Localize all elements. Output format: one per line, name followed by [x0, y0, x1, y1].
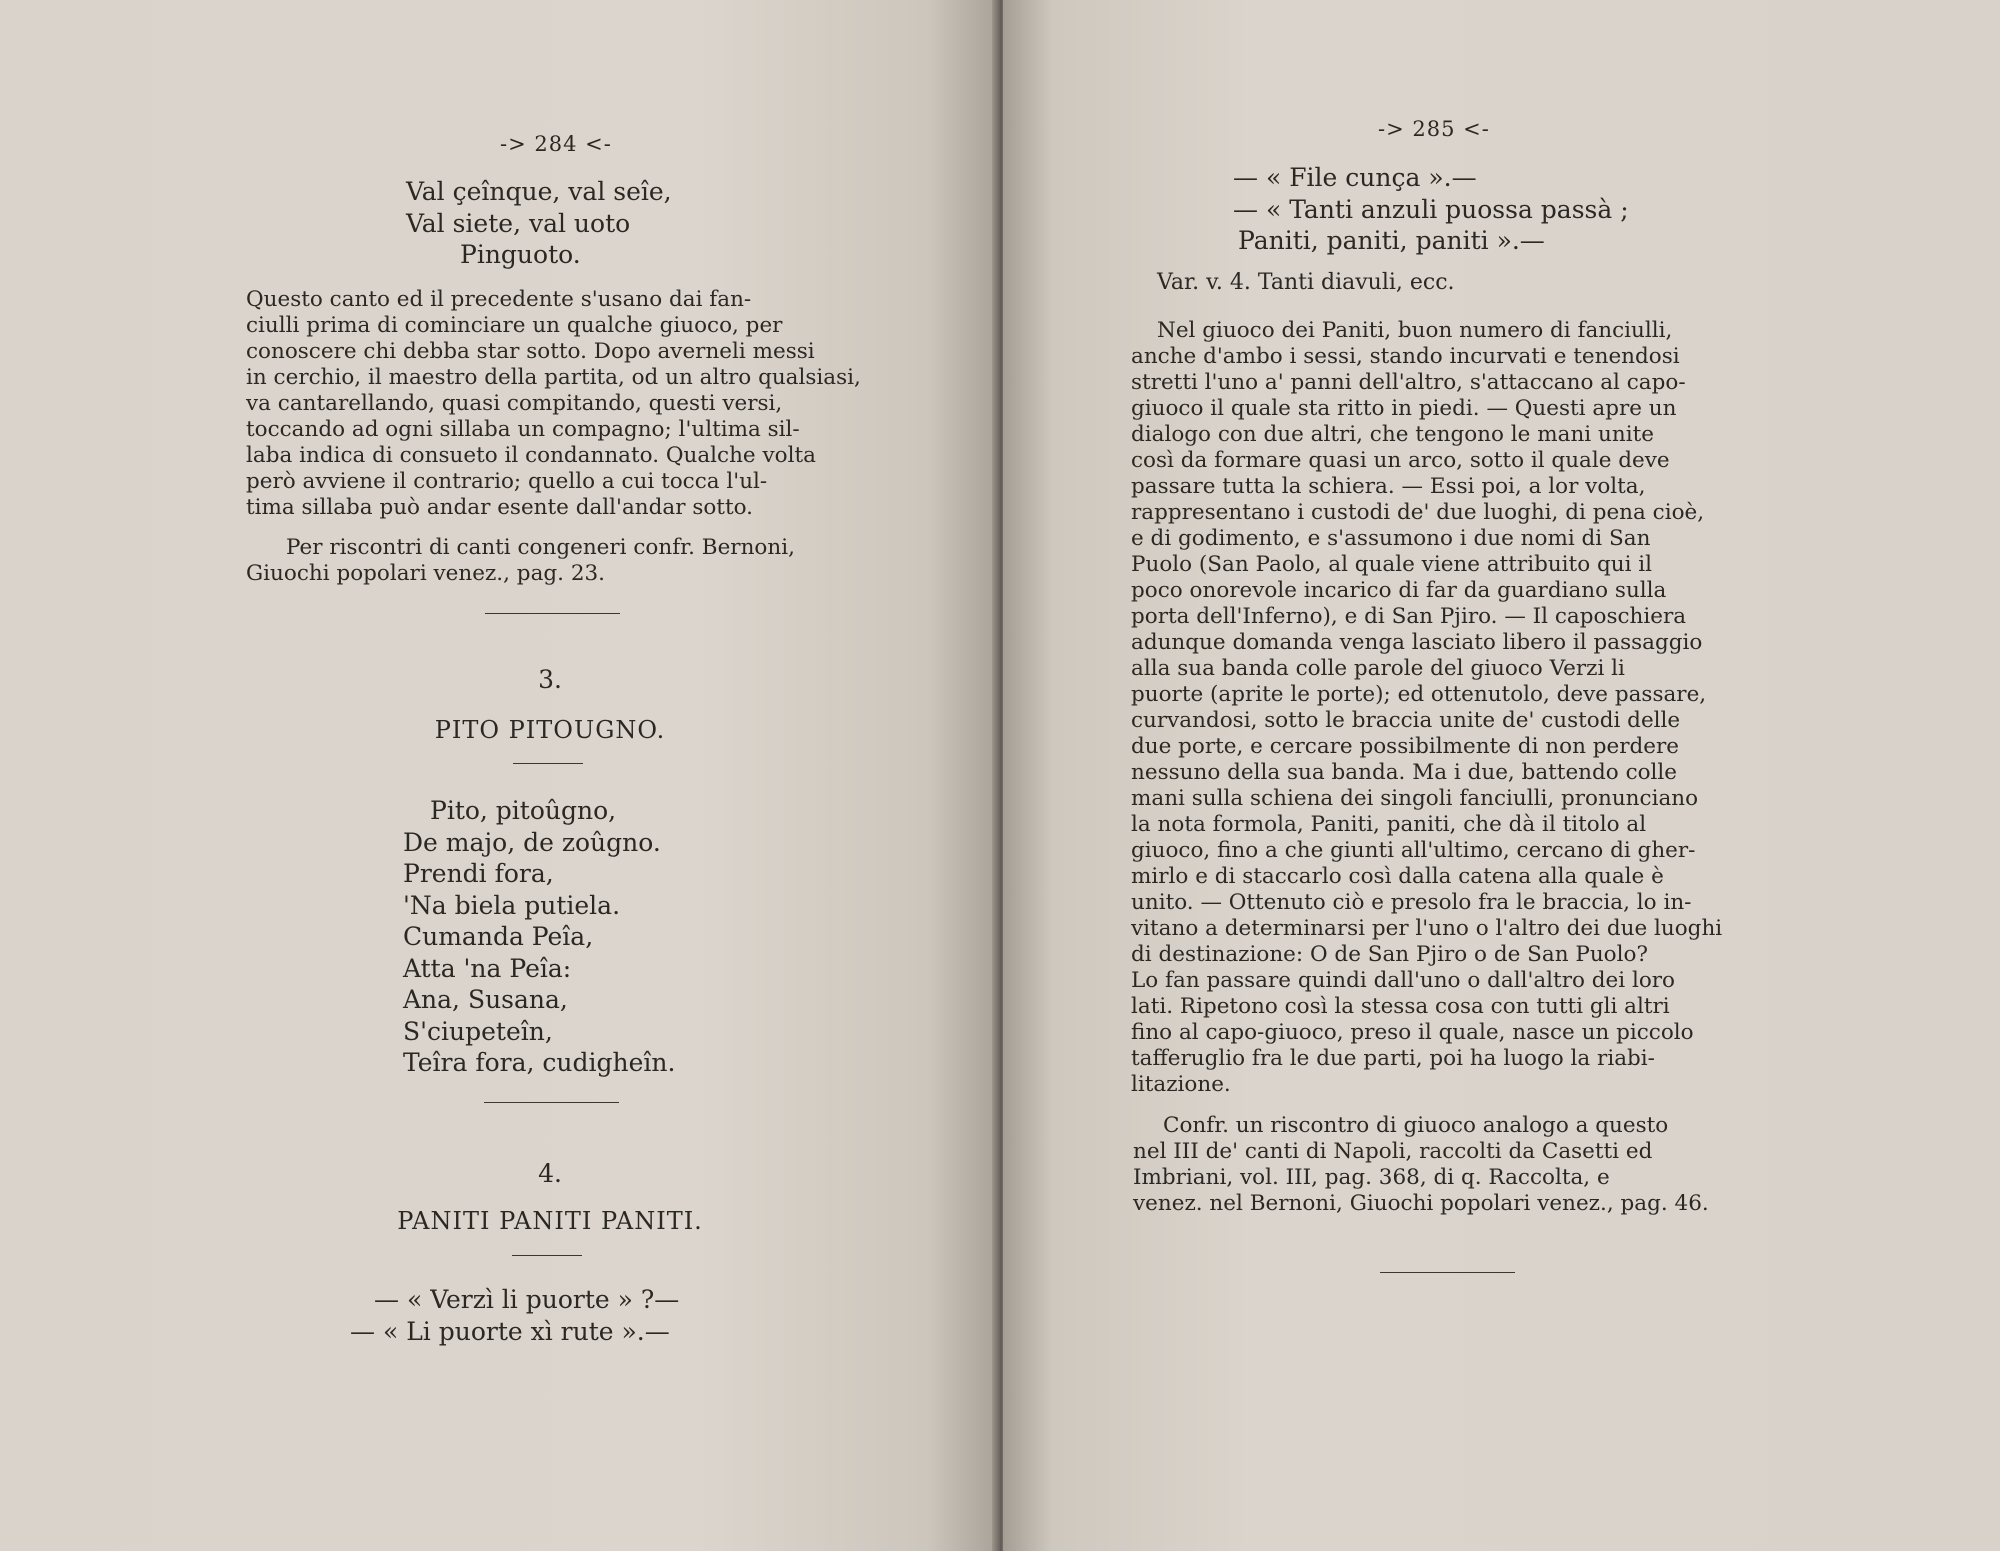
- text-line: giuoco il quale sta ritto in piedi. — Questi apre un: [1131, 396, 1677, 421]
- verse-paniti-left: [350, 1284, 679, 1347]
- text-line: mani sulla schiena dei singoli fanciulli, pronunciano: [1131, 786, 1699, 811]
- divider: [513, 763, 583, 764]
- text-line: laba indica di consueto il condannato. Qualche volta: [246, 443, 816, 468]
- verse-line: Prendi fora,: [403, 859, 554, 888]
- paragraph-right-1: [1131, 318, 1757, 1098]
- verse-line: Ana, Susana,: [403, 985, 568, 1014]
- text-line: venez. nel Bernoni, Giuochi popolari venez., pag. 46.: [1133, 1191, 1709, 1216]
- paragraph-left-2: [246, 535, 856, 587]
- text-line: porta dell'Inferno), e di San Pjiro. — Il caposchiera: [1131, 604, 1687, 629]
- section-number: 4.: [538, 1159, 562, 1188]
- text-line: Imbriani, vol. III, pag. 368, di q. Raccolta, e: [1133, 1165, 1610, 1190]
- text-line: mirlo e di staccarlo così dalla catena alla quale è: [1131, 864, 1664, 889]
- verse-line: Cumanda Peîa,: [403, 922, 594, 951]
- left-page: [0, 0, 997, 1551]
- text-line: fino al capo-giuoco, preso il quale, nasce un piccolo: [1131, 1020, 1694, 1045]
- text-line: e di godimento, e s'assumono i due nomi di San: [1131, 526, 1651, 551]
- verse-line: Val siete, val uoto: [406, 208, 631, 238]
- text-line: adunque domanda venga lasciato libero il passaggio: [1131, 630, 1703, 655]
- text-line: Per riscontri di canti congeneri confr. Bernoni,: [286, 535, 795, 560]
- text-line: però avviene il contrario; quello a cui tocca l'ul-: [246, 469, 768, 494]
- text-line: passare tutta la schiera. — Essi poi, a lor volta,: [1131, 474, 1646, 499]
- text-line: va cantarellando, quasi compitando, questi versi,: [246, 391, 783, 416]
- divider: [485, 613, 620, 614]
- verse-line: Atta 'na Peîa:: [403, 953, 572, 983]
- text-line: rappresentano i custodi de' due luoghi, di pena cioè,: [1131, 500, 1705, 525]
- text-line: lati. Ripetono così la stessa cosa con tutti gli altri: [1131, 994, 1670, 1019]
- verse-line: S'ciupeteîn,: [403, 1016, 553, 1046]
- verse-pito-pitougno: [403, 795, 675, 1079]
- text-line: di destinazione: O de San Pjiro o de San Puolo?: [1131, 942, 1648, 967]
- text-line: in cerchio, il maestro della partita, od un altro qualsiasi,: [246, 365, 861, 390]
- text-line: curvandosi, sotto le braccia unite de' custodi delle: [1131, 708, 1681, 733]
- paragraph-right-2: [1133, 1113, 1759, 1217]
- text-line: due porte, e cercare possibilmente di non perdere: [1131, 734, 1679, 759]
- verse-line: Pito, pitoûgno,: [430, 796, 617, 825]
- divider: [512, 1255, 582, 1256]
- text-line: ciulli prima di cominciare un qualche giuoco, per: [246, 313, 783, 338]
- text-line: litazione.: [1131, 1072, 1231, 1097]
- text-line: toccando ad ogni sillaba un compagno; l'ultima sil-: [246, 417, 800, 442]
- text-line: dialogo con due altri, che tengono le mani unite: [1131, 422, 1654, 447]
- text-line: nessuno della sua banda. Ma i due, battendo colle: [1131, 760, 1678, 785]
- text-line: Nel giuoco dei Paniti, buon numero di fanciulli,: [1157, 318, 1673, 343]
- verse-top-left: [406, 176, 672, 271]
- text-line: Questo canto ed il precedente s'usano dai fan-: [246, 287, 752, 312]
- verse-top-right: [1233, 162, 1629, 257]
- page-number-right: -> 285 <-: [1378, 117, 1490, 141]
- section-number: 3.: [538, 665, 562, 694]
- text-line: vitano a determinarsi per l'uno o l'altro dei due luoghi: [1131, 916, 1723, 941]
- verse-line: — « Verzì li puorte » ?—: [374, 1285, 680, 1314]
- text-line: anche d'ambo i sessi, stando incurvati e tenendosi: [1131, 344, 1680, 369]
- verse-line: Val çeînque, val seîe,: [406, 177, 672, 206]
- verse-line: De majo, de zoûgno.: [403, 827, 661, 857]
- paragraph-left-1: [246, 287, 861, 521]
- verse-line: — « Li puorte xì rute ».—: [350, 1316, 670, 1346]
- section-title: PITO PITOUGNO.: [434, 716, 666, 744]
- section-title: PANITI PANITI PANITI.: [397, 1207, 703, 1235]
- text-line: la nota formola, Paniti, paniti, che dà il titolo al: [1131, 812, 1647, 837]
- text-line: Giuochi popolari venez., pag. 23.: [246, 561, 606, 586]
- verse-line: Paniti, paniti, paniti ».—: [1238, 226, 1545, 255]
- text-line: poco onorevole incarico di far da guardiano sulla: [1131, 578, 1667, 603]
- divider: [1380, 1272, 1515, 1273]
- text-line: tima sillaba può andar esente dall'andar sotto.: [246, 495, 753, 520]
- text-line: puorte (aprite le porte); ed ottenutolo, deve passare,: [1131, 682, 1707, 707]
- verse-line: Pinguoto.: [460, 240, 581, 269]
- verse-line: — « File cunça ».—: [1233, 163, 1477, 192]
- verse-line: — « Tanti anzuli puossa passà ;: [1233, 194, 1629, 224]
- text-line: nel III de' canti di Napoli, raccolti da Casetti ed: [1133, 1139, 1653, 1164]
- page-number-left: -> 284 <-: [500, 132, 612, 156]
- verse-line: Teîra fora, cudigheîn.: [403, 1048, 676, 1077]
- text-line: Puolo (San Paolo, al quale viene attribuito qui il: [1131, 552, 1653, 577]
- text-line: così da formare quasi un arco, sotto il quale deve: [1131, 448, 1670, 473]
- text-line: conoscere chi debba star sotto. Dopo averneli messi: [246, 339, 815, 364]
- text-line: tafferuglio fra le due parti, poi ha luogo la riabi-: [1131, 1046, 1655, 1071]
- text-line: unito. — Ottenuto ciò e presolo fra le braccia, lo in-: [1131, 890, 1692, 915]
- text-line: giuoco, fino a che giunti all'ultimo, cercano di gher-: [1131, 838, 1696, 863]
- text-line: stretti l'uno a' panni dell'altro, s'attaccano al capo-: [1131, 370, 1686, 395]
- divider: [484, 1102, 619, 1103]
- text-line: alla sua banda colle parole del giuoco Verzi li: [1131, 656, 1625, 681]
- variant-note: Var. v. 4. Tanti diavuli, ecc.: [1157, 270, 1455, 295]
- text-line: Lo fan passare quindi dall'uno o dall'altro dei loro: [1131, 968, 1675, 993]
- text-line: Confr. un riscontro di giuoco analogo a questo: [1163, 1113, 1669, 1138]
- verse-line: 'Na biela putiela.: [403, 890, 621, 920]
- right-page: [1003, 0, 2000, 1551]
